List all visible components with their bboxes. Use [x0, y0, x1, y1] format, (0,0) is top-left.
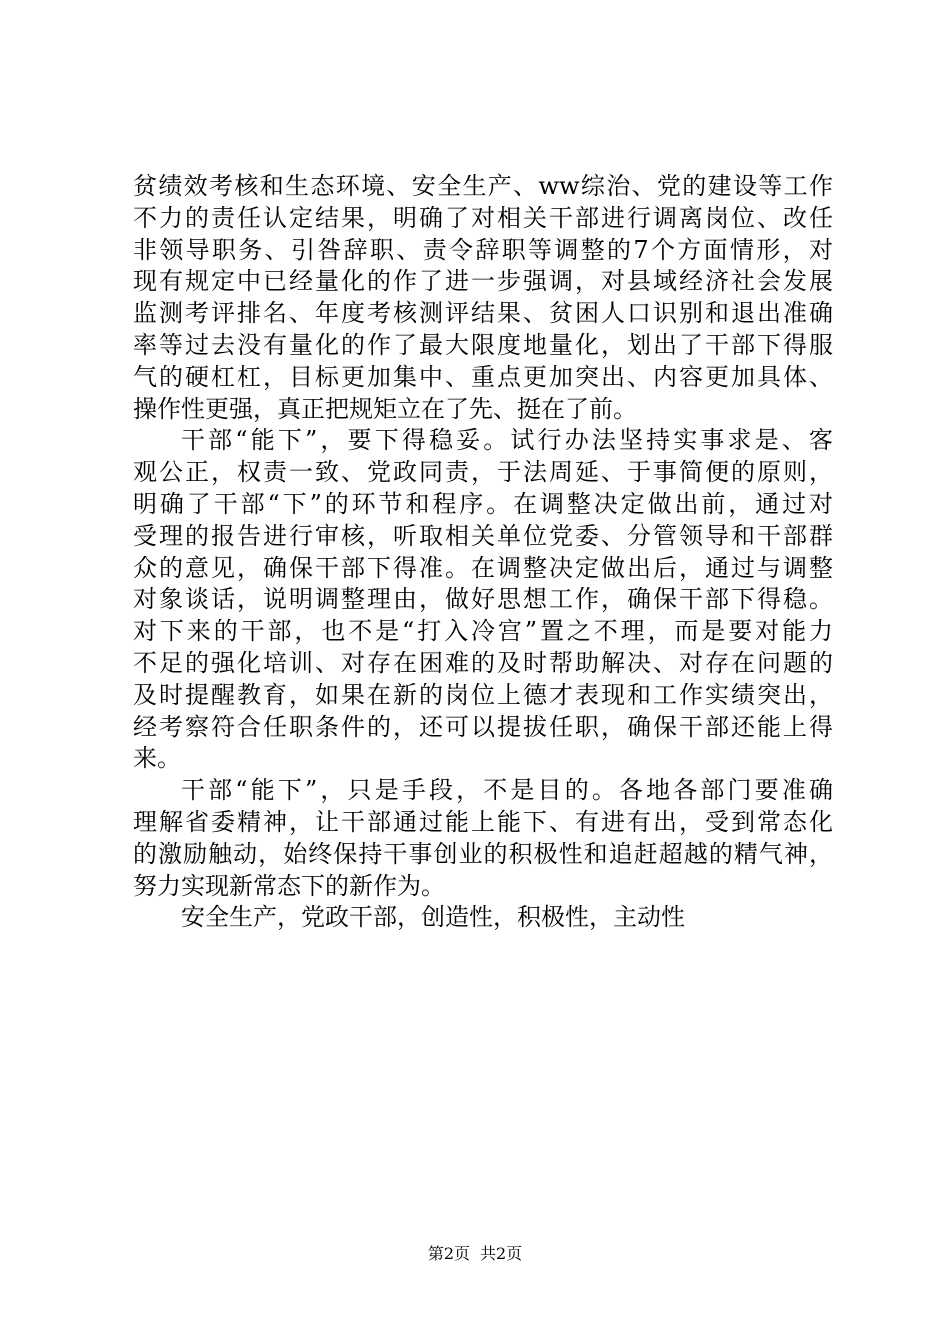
text-line: 众的意见，确保干部下得准。在调整决定做出后，通过与调整: [133, 553, 833, 582]
text-line: 非领导职务、引咎辞职、责令辞职等调整的7个方面情形，对: [133, 235, 833, 264]
text-line: 不足的强化培训、对存在困难的及时帮助解决、对存在问题的: [133, 648, 833, 677]
text-line: 受理的报告进行审核，听取相关单位党委、分管领导和干部群: [133, 521, 833, 550]
text-line: 经考察符合任职条件的，还可以提拔任职，确保干部还能上得: [133, 712, 833, 741]
text-line: 不力的责任认定结果，明确了对相关干部进行调离岗位、改任: [133, 203, 833, 232]
text-line: 对下来的干部，也不是“打入冷宫”置之不理，而是要对能力: [133, 617, 833, 646]
text-line: 努力实现新常态下的新作为。: [133, 871, 445, 900]
text-line: 及时提醒教育，如果在新的岗位上德才表现和工作实绩突出，: [133, 680, 833, 709]
text-line: 明确了干部“下”的环节和程序。在调整决定做出前，通过对: [133, 489, 833, 518]
document-body: [133, 171, 833, 934]
page-footer: [0, 1244, 950, 1264]
text-line: 来。: [133, 744, 181, 773]
text-line: 干部“能下”，只是手段，不是目的。各地各部门要准确: [181, 776, 833, 805]
page-number: 第2页: [427, 1244, 470, 1263]
paragraph-2: [133, 425, 833, 775]
text-line: 贫绩效考核和生态环境、安全生产、ww综治、党的建设等工作: [133, 172, 833, 200]
page-total: 共2页: [480, 1244, 523, 1263]
text-line: 气的硬杠杠，目标更加集中、重点更加突出、内容更加具体、: [133, 362, 833, 391]
text-line: 监测考评排名、年度考核测评结果、贫困人口识别和退出准确: [133, 299, 833, 328]
text-line: 率等过去没有量化的作了最大限度地量化，划出了干部下得服: [133, 330, 833, 359]
text-line: 观公正，权责一致、党政同责，于法周延、于事简便的原则，: [133, 458, 833, 487]
text-line: 理解省委精神，让干部通过能上能下、有进有出，受到常态化: [133, 807, 833, 836]
text-line: 操作性更强，真正把规矩立在了先、挺在了前。: [133, 394, 637, 423]
text-line: 现有规定中已经量化的作了进一步强调，对县域经济社会发展: [133, 267, 833, 296]
text-line: 干部“能下”，要下得稳妥。试行办法坚持实事求是、客: [181, 426, 833, 455]
paragraph-3: [133, 775, 833, 902]
paragraph-1: [133, 171, 833, 425]
text-line: 的激励触动，始终保持干事创业的积极性和追赶超越的精气神，: [133, 839, 833, 868]
text-line: 对象谈话，说明调整理由，做好思想工作，确保干部下得稳。: [133, 585, 833, 614]
keywords-line: 安全生产，党政干部，创造性，积极性，主动性: [181, 903, 685, 932]
keywords-paragraph: [133, 902, 833, 934]
